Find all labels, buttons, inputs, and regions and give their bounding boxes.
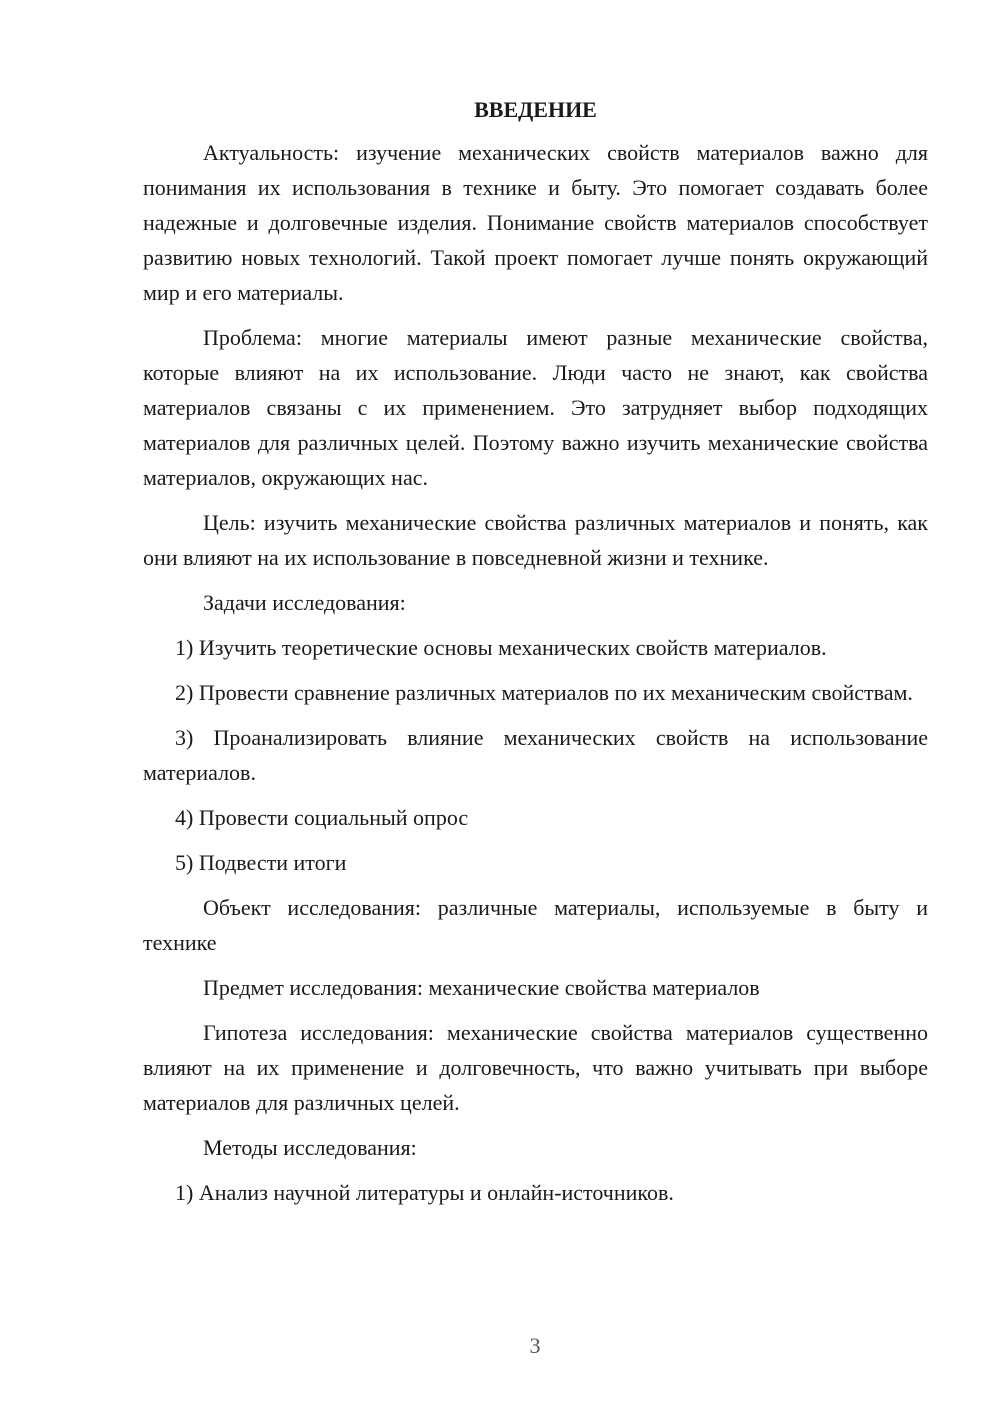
task-item-3: 3) Проанализировать влияние механических свойств на использование материалов. [143,725,928,785]
relevance-paragraph: Актуальность: изучение механических свойств материалов важно для понимания их использования в технике и быту. Это помогает создавать более надежные и долговечные изделия. Понимание свойств материалов способствует развитию новых технологий. Такой проект помогает лучше понять окружающий мир и его материалы. [143,140,928,305]
subject-paragraph: Предмет исследования: механические свойства материалов [203,975,760,1000]
problem-paragraph: Проблема: многие материалы имеют разные механические свойства, которые влияют на их использование. Люди часто не знают, как свойства материалов связаны с их применением. Это затрудняет выбор подходящих материалов для различных целей. Поэтому важно изучить механические свойства материалов, окружающих нас. [143,325,928,490]
methods-heading: Методы исследования: [203,1135,417,1160]
task-item-4: 4) Провести социальный опрос [175,805,469,830]
page-title: ВВЕДЕНИЕ [474,97,597,122]
hypothesis-paragraph: Гипотеза исследования: механические свойства материалов существенно влияют на их применение и долговечность, что важно учитывать при выборе материалов для различных целей. [143,1020,928,1115]
task-item-1: 1) Изучить теоретические основы механических свойств материалов. [175,635,827,660]
task-item-5: 5) Подвести итоги [175,850,347,875]
goal-paragraph: Цель: изучить механические свойства различных материалов и понять, как они влияют на их использование в повседневной жизни и технике. [143,510,928,570]
tasks-heading: Задачи исследования: [203,590,406,615]
method-item-1: 1) Анализ научной литературы и онлайн-источников. [175,1180,674,1205]
object-paragraph: Объект исследования: различные материалы, используемые в быту и технике [143,895,928,955]
page-number: 3 [529,1333,541,1358]
page-content [143,92,928,1220]
task-item-2: 2) Провести сравнение различных материалов по их механическим свойствам. [175,680,913,705]
